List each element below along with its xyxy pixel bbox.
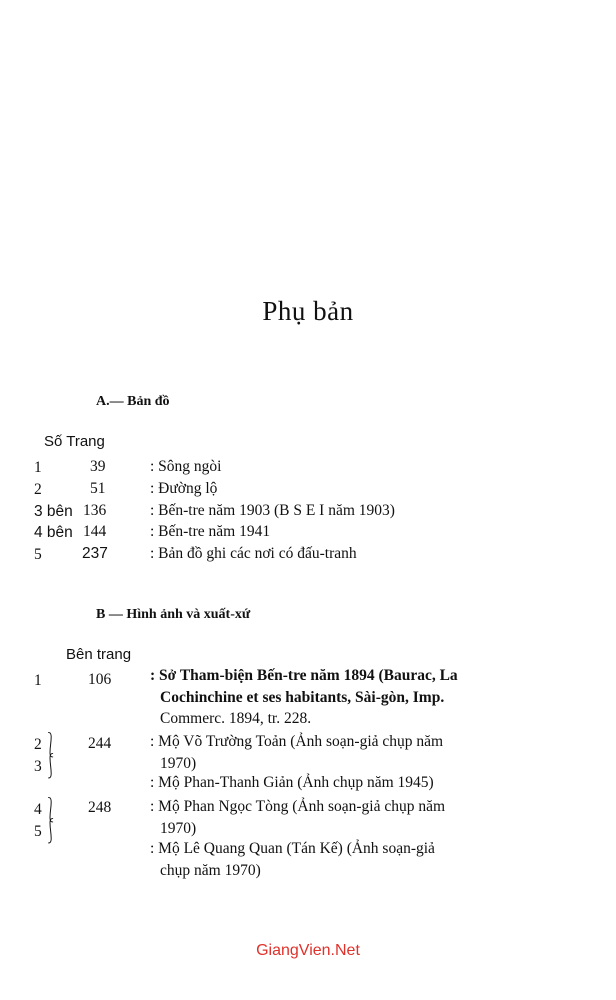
item-description: : Sông ngòi	[150, 458, 222, 475]
description-line: : Sở Tham-biện Bến-tre năm 1894 (Baurac, La	[150, 667, 458, 684]
description-line: 1970)	[160, 819, 197, 837]
item-page: 106	[88, 671, 112, 688]
item-description	[150, 796, 545, 839]
page-title: Phụ bản	[262, 296, 354, 326]
item-description: : Bản đồ ghi các nơi có đấu-tranh	[150, 545, 357, 562]
item-number: 1	[34, 672, 42, 689]
item-description: : Bến-tre năm 1903 (B S E I năm 1903)	[150, 502, 395, 519]
item-number: 3	[34, 758, 42, 775]
item-number: 2	[34, 736, 42, 753]
item-page: 237	[82, 545, 108, 562]
brace-icon: ⎰	[44, 752, 58, 780]
item-number: 2	[34, 481, 42, 498]
section-b-heading: B — Hình ảnh và xuất-xứ	[96, 607, 251, 622]
item-description: : Bến-tre năm 1941	[150, 523, 271, 540]
item-description	[150, 665, 545, 730]
item-page: 244	[88, 735, 112, 752]
brace-icon: ⎱	[44, 731, 58, 759]
description-line: : Mộ Phan Ngọc Tòng (Ảnh soạn-giả chụp năm	[150, 798, 446, 815]
item-number: 3 bên	[34, 503, 73, 520]
item-page: 39	[90, 458, 106, 475]
item-number: 1	[34, 459, 42, 476]
description-line: Cochinchine et ses habitants, Sài-gòn, Imp.	[160, 688, 445, 706]
item-description: : Đường lộ	[150, 480, 218, 497]
brace-icon: ⎰	[44, 817, 58, 845]
description-line: chụp năm 1970)	[160, 861, 261, 879]
item-number: 4 bên	[34, 524, 73, 541]
description-line: Commerc. 1894, tr. 228.	[160, 710, 312, 727]
section-b-column-heading: Bên trang	[66, 646, 132, 663]
description-line: 1970)	[160, 754, 197, 772]
item-page: 248	[88, 799, 112, 816]
item-number: 4	[34, 801, 42, 818]
section-a-heading: A.— Bản đồ	[96, 394, 170, 409]
item-number: 5	[34, 546, 42, 563]
item-page: 144	[83, 523, 107, 540]
item-page: 136	[83, 502, 107, 519]
item-description	[150, 838, 545, 881]
item-description	[150, 731, 545, 774]
brace-icon: ⎱	[44, 796, 58, 824]
item-page: 51	[90, 480, 106, 497]
watermark: GiangVien.Net	[256, 942, 360, 959]
description-line: : Mộ Lê Quang Quan (Tán Kế) (Ảnh soạn-giả	[150, 840, 435, 857]
description-line: : Mộ Phan-Thanh Giản (Ảnh chụp năm 1945)	[150, 774, 434, 791]
section-a-column-heading: Số Trang	[44, 433, 105, 450]
item-number: 5	[34, 823, 42, 840]
description-line: : Mộ Võ Trường Toản (Ảnh soạn-giả chụp năm	[150, 733, 444, 750]
item-description	[150, 772, 545, 794]
